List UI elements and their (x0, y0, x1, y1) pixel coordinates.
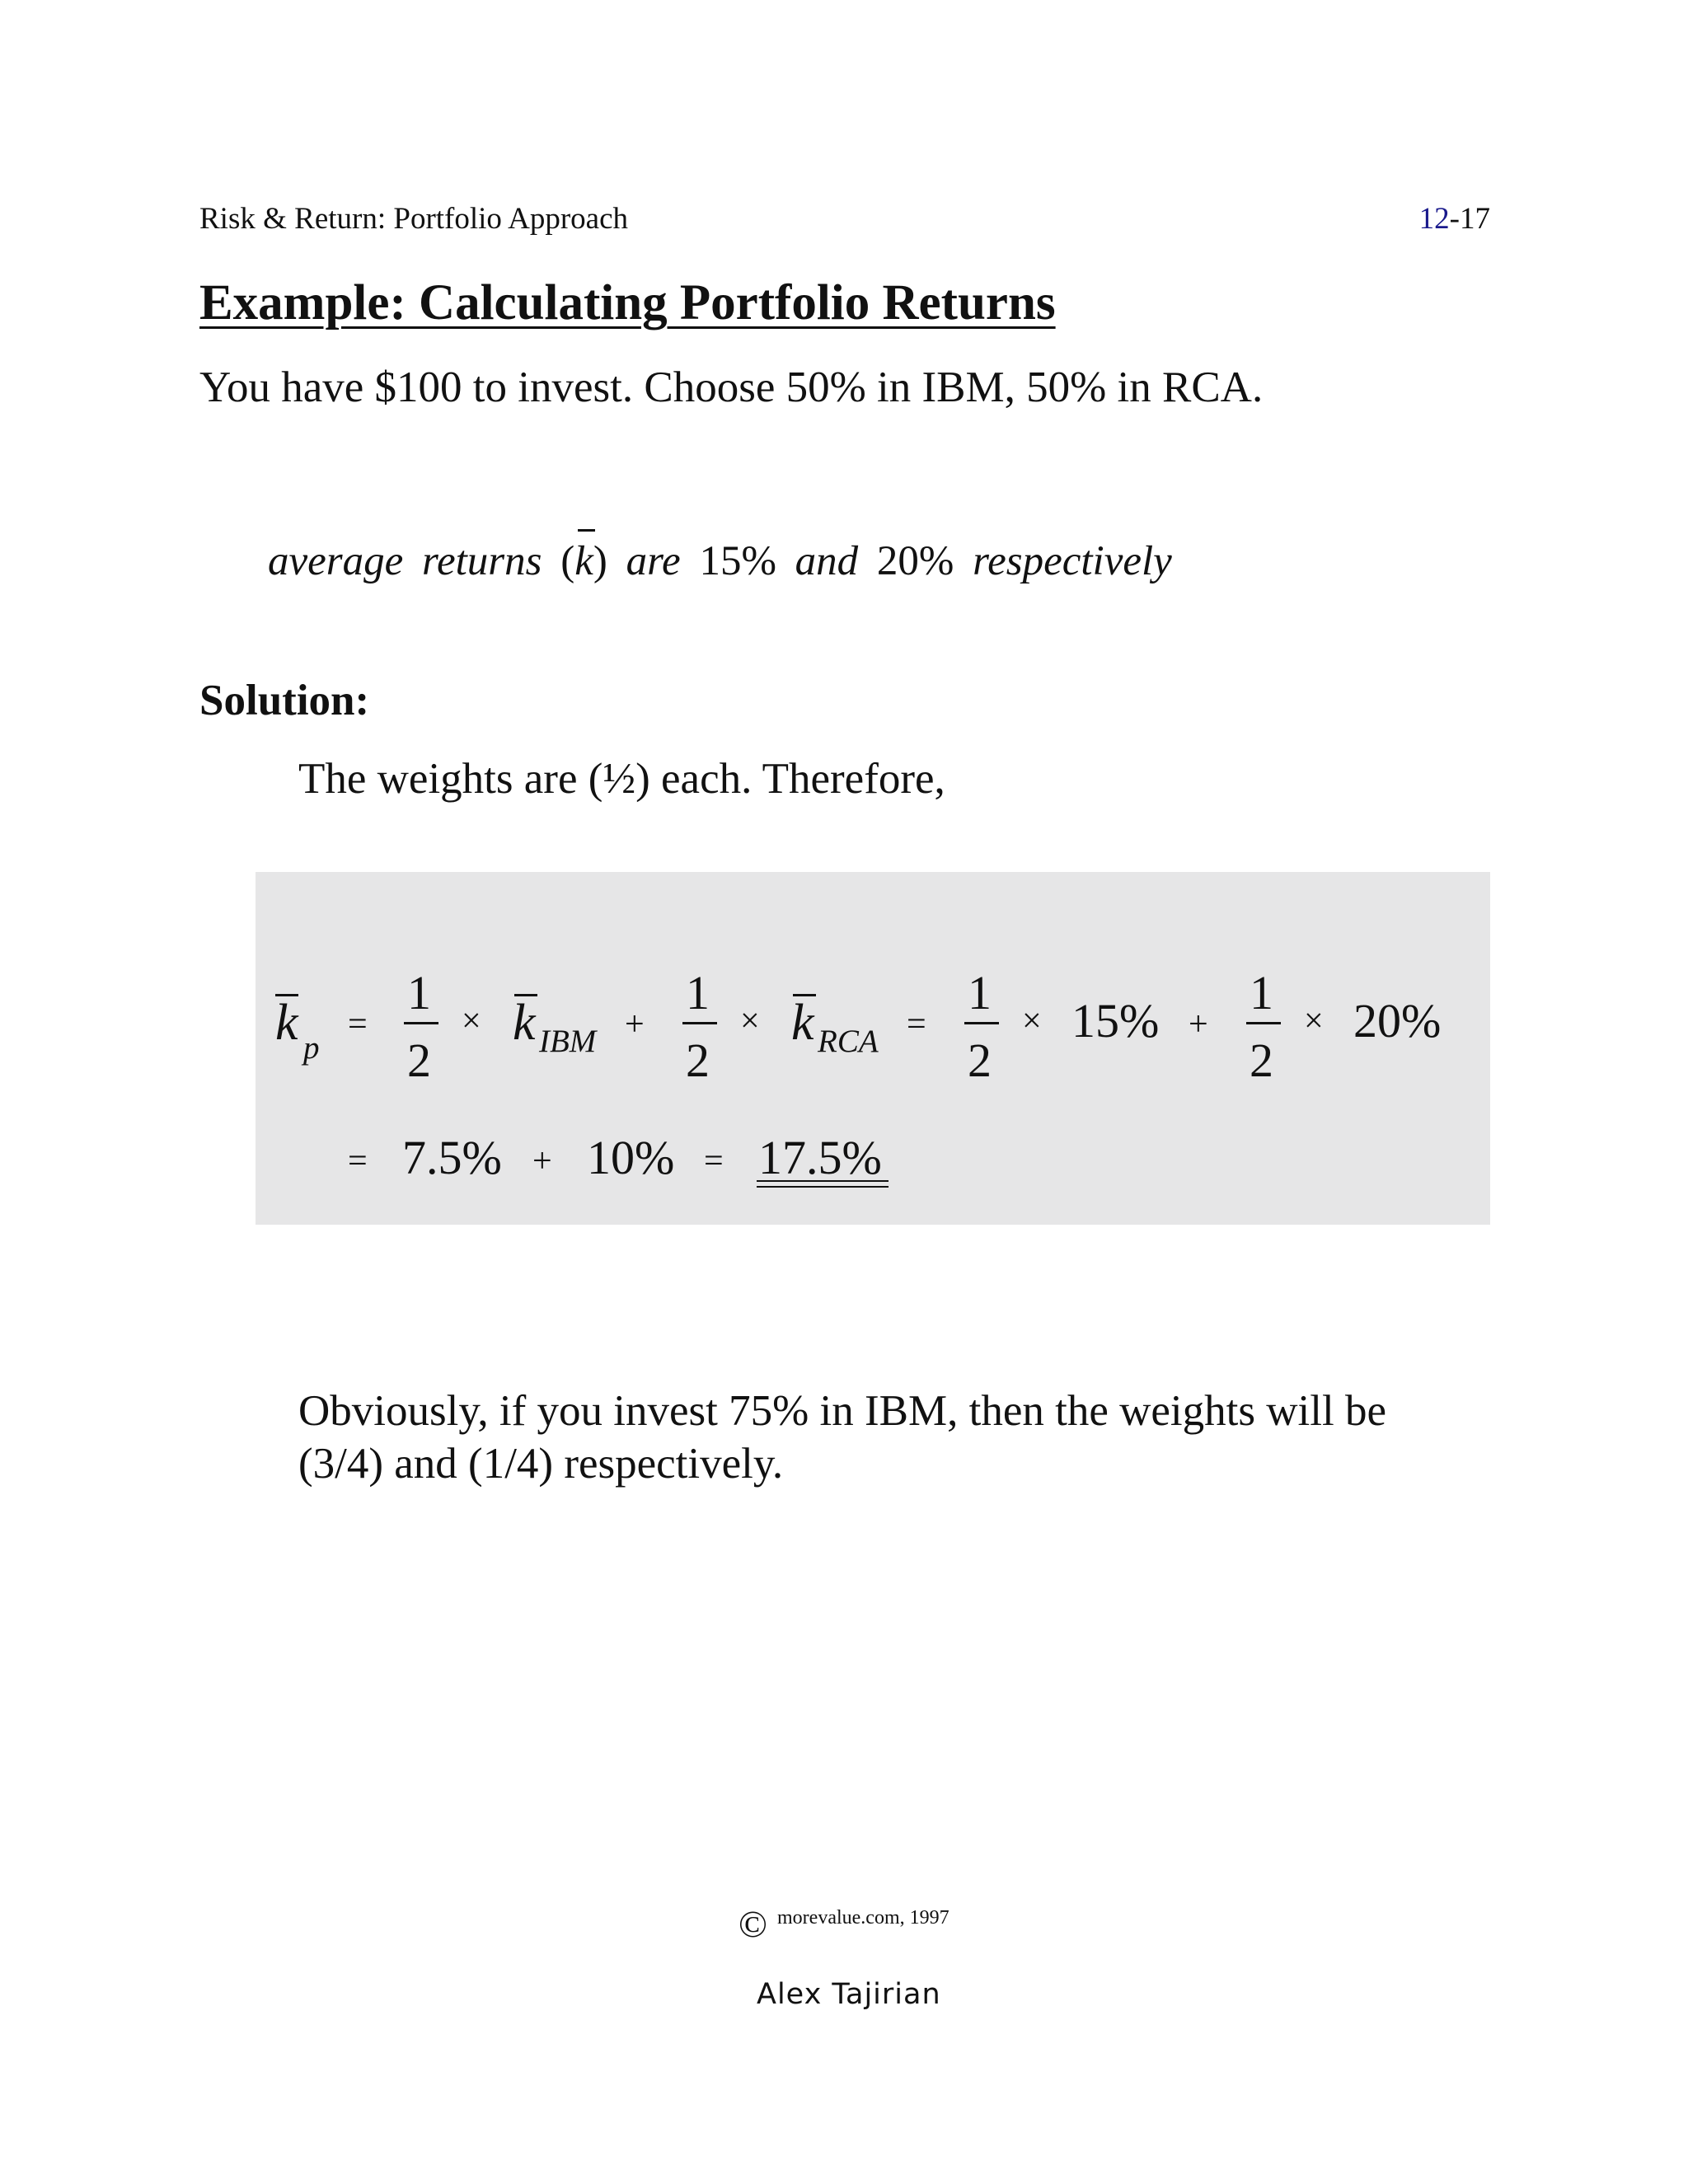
frac3-denominator: 2 (968, 1033, 992, 1087)
kp-symbol: k (275, 995, 298, 1051)
copyright-icon: © (738, 1903, 767, 1945)
intro-text: You have $100 to invest. Choose 50% in IBM, 50% in RCA. (199, 363, 1264, 411)
times-sign-4: × (1304, 1002, 1324, 1040)
equals-sign-4: = (704, 1142, 724, 1180)
frac1-numerator: 1 (407, 966, 431, 1019)
times-sign-1: × (462, 1002, 481, 1040)
krca-symbol: k (791, 995, 814, 1051)
frac2-denominator: 2 (686, 1033, 710, 1087)
author-name: Alex Tajirian (757, 1978, 941, 2011)
result-underline-1 (757, 1180, 889, 1182)
value-15pct: 15% (1071, 994, 1160, 1047)
solution-label: Solution: (199, 677, 370, 724)
page-title: Example: Calculating Portfolio Returns (199, 275, 1056, 330)
page-sequence: -17 (1449, 202, 1490, 236)
avg-value-ibm: 15% (699, 538, 776, 584)
frac2-line (682, 1022, 717, 1024)
kibm-subscript: IBM (539, 1024, 597, 1059)
frac3-line (964, 1022, 999, 1024)
frac4-line (1246, 1022, 1281, 1024)
running-header: Risk & Return: Portfolio Approach (199, 202, 629, 236)
plus-sign-2: + (1189, 1005, 1208, 1043)
weights-text: The weights are (½) each. Therefore, (298, 755, 945, 803)
average-returns-statement (268, 537, 1172, 585)
plus-sign-1: + (625, 1005, 645, 1043)
frac3-numerator: 1 (968, 966, 992, 1019)
avg-word-are: are (626, 538, 681, 584)
kp-subscript: p (303, 1030, 320, 1066)
frac1-denominator: 2 (407, 1033, 431, 1087)
times-sign-2: × (740, 1002, 760, 1040)
page-number (1419, 201, 1490, 237)
avg-word-average: average (268, 538, 404, 584)
frac1-line (404, 1022, 438, 1024)
k-bar-symbol: k (574, 537, 593, 585)
avg-word-and: and (795, 538, 859, 584)
frac2-numerator: 1 (686, 966, 710, 1019)
conclusion-text: Obviously, if you invest 75% in IBM, then the weights will be (3/4) and (1/4) respectively. (298, 1387, 1386, 1488)
value-20pct: 20% (1353, 994, 1442, 1047)
avg-word-respectively: respectively (973, 538, 1172, 584)
result-underline-2 (757, 1186, 889, 1188)
kibm-symbol: k (513, 995, 536, 1051)
plus-sign-3: + (532, 1142, 552, 1180)
result-17-5pct: 17.5% (758, 1131, 882, 1184)
equals-sign-3: = (348, 1142, 368, 1180)
avg-value-rca: 20% (876, 538, 954, 584)
page-chapter: 12 (1418, 202, 1450, 236)
equals-sign-2: = (907, 1005, 926, 1043)
copyright-text: morevalue.com, 1997 (777, 1907, 950, 1929)
avg-open-paren: ( (560, 538, 575, 584)
frac4-denominator: 2 (1250, 1033, 1273, 1087)
k-overbar (578, 529, 595, 532)
formula-box (256, 872, 1490, 1225)
avg-word-returns: returns (422, 538, 542, 584)
avg-close-paren: ) (593, 538, 607, 584)
frac4-numerator: 1 (1250, 966, 1273, 1019)
value-10pct: 10% (587, 1131, 675, 1184)
equals-sign-1: = (348, 1005, 368, 1043)
times-sign-3: × (1022, 1002, 1042, 1040)
krca-subscript: RCA (818, 1024, 879, 1059)
value-7-5pct: 7.5% (402, 1131, 502, 1184)
